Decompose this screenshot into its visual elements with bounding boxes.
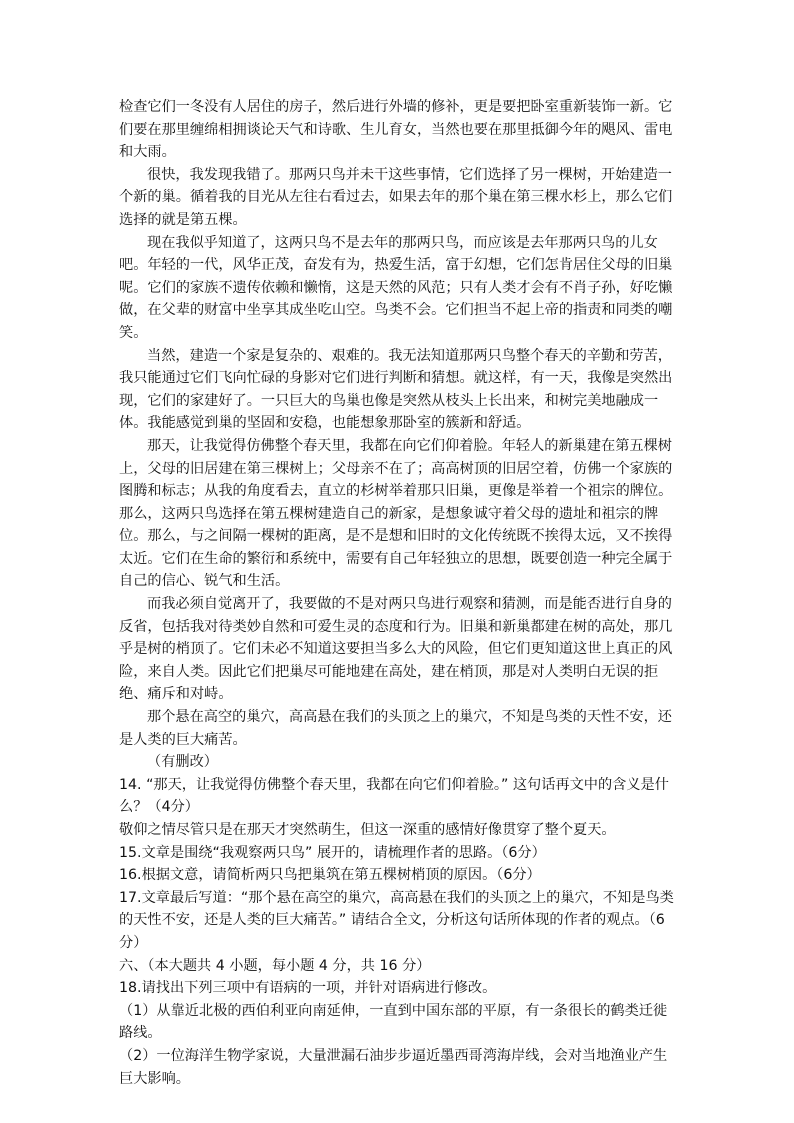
passage-paragraph-5: 那天，让我觉得仿佛整个春天里，我都在向它们仰着脸。年轻人的新巢建在第五棵树上，父母的旧居建在第三棵树上；父母亲不在了；高高树顶的旧居空着，仿佛一个家族的图腾和标志；从我的角度看去，直立的杉树举着那只旧巢，更像是举着一个祖宗的牌位。那么，这两只鸟选择在第五棵树建造自己的新家，是想象诚守着父母的遗址和祖宗的牌位。那么，与之间隔一棵树的距离，是不是想和旧时的文化传统既不挨得太远，又不挨得太近。它们在生命的繁衍和系统中，需要有自己年轻独立的思想，既要创造一种完全属于自己的信心、锐气和生活。 [119,437,673,590]
passage-paragraph-4: 当然，建造一个家是复杂的、艰难的。我无法知道那两只鸟整个春天的辛勤和劳苦，我只能通过它们飞向忙碌的身影对它们进行判断和猜想。就这样，有一天，我像是突然出现，它们的家建好了。一只巨大的鸟巢也像是突然从枝头上长出来，和树完美地融成一体。我能感觉到巢的坚固和安稳，也能想象那卧室的簇新和舒适。 [119,347,673,432]
passage-paragraph-7: 那个悬在高空的巢穴，高高悬在我们的头顶之上的巢穴，不知是鸟类的天性不安，还是人类的巨大痛苦。 [119,709,672,748]
passage-paragraph-2: 很快，我发现我错了。那两只鸟并未干这些事情，它们选择了另一棵树，开始建造一个新的巢。循着我的目光从左往右看过去，如果去年的那个巢在第三棵水杉上，那么它们选择的就是第五棵。 [119,166,673,228]
question-18: 18.请找出下列三项中有语病的一项，并针对语病进行修改。 [119,980,497,997]
question-15: 15.文章是围绕“我观察两只鸟” 展开的，请梳理作者的思路。（6分） [119,844,546,861]
document-page [119,96,679,1090]
question-14: 14. “那天，让我觉得仿佛整个春天里，我都在向它们仰着脸。” 这句话再文中的含义是什么？（4分） [119,776,669,816]
question-18-option-1: （1）从靠近北极的西伯利亚向南延伸，一直到中国东部的平原，有一条很长的鹤类迁徙路线。 [119,1002,668,1042]
question-14-answer: 敬仰之情尽管只是在那天才突然萌生，但这一深重的感情好像贯穿了整个夏天。 [119,822,616,838]
section-six-heading: 六、（本大题共 4 小题，每小题 4 分，共 16 分） [119,957,431,974]
passage-paragraph-3: 现在我似乎知道了，这两只鸟不是去年的那两只鸟，而应该是去年那两只鸟的儿女吧。年轻的一代，风华正茂，奋发有为，热爱生活，富于幻想，它们怎肯居住父母的旧巢呢。它们的家族不遗传依赖和懒惰，这是天然的风范；只有人类才会有不肖子孙，好吃懒做，在父辈的财富中坐享其成坐吃山空。鸟类不会。它们担当不起上帝的指责和同类的嘲笑。 [119,234,673,341]
question-18-option-2: （2）一位海洋生物学家说，大量泄漏石油步步逼近墨西哥湾海岸线，会对当地渔业产生巨大影响。 [119,1047,668,1087]
passage-paragraph-6: 而我必须自觉离开了，我要做的不是对两只鸟进行观察和猜测，而是能否进行自身的反省，包括我对待类妙自然和可爱生灵的态度和行为。旧巢和新巢都建在树的高处，那几乎是树的梢顶了。它们未必不知道这要担当多么大的风险，但它们更知道这世上真正的风险，来自人类。因此它们把巢尽可能地建在高处，建在梢顶，那是对人类明白无误的拒绝、痛斥和对峙。 [119,596,673,703]
passage-paragraph-1: 检查它们一冬没有人居住的房子，然后进行外墙的修补，更是要把卧室重新装饰一新。它们要在那里缠绵相拥谈论天气和诗歌、生儿育女，当然也要在那里抵御今年的飓风、雷电和大雨。 [119,99,673,161]
question-16: 16.根据文意，请简析两只鸟把巢筑在第五棵树梢顶的原因。（6分） [119,867,541,884]
source-note: （有删改） [147,754,218,771]
question-17: 17.文章最后写道：“那个悬在高空的巢穴，高高悬在我们的头顶之上的巢穴，不知是鸟类的天性不安，还是人类的巨大痛苦。” 请结合全文，分析这句话所体现的作者的观点。（6分） [119,889,674,951]
